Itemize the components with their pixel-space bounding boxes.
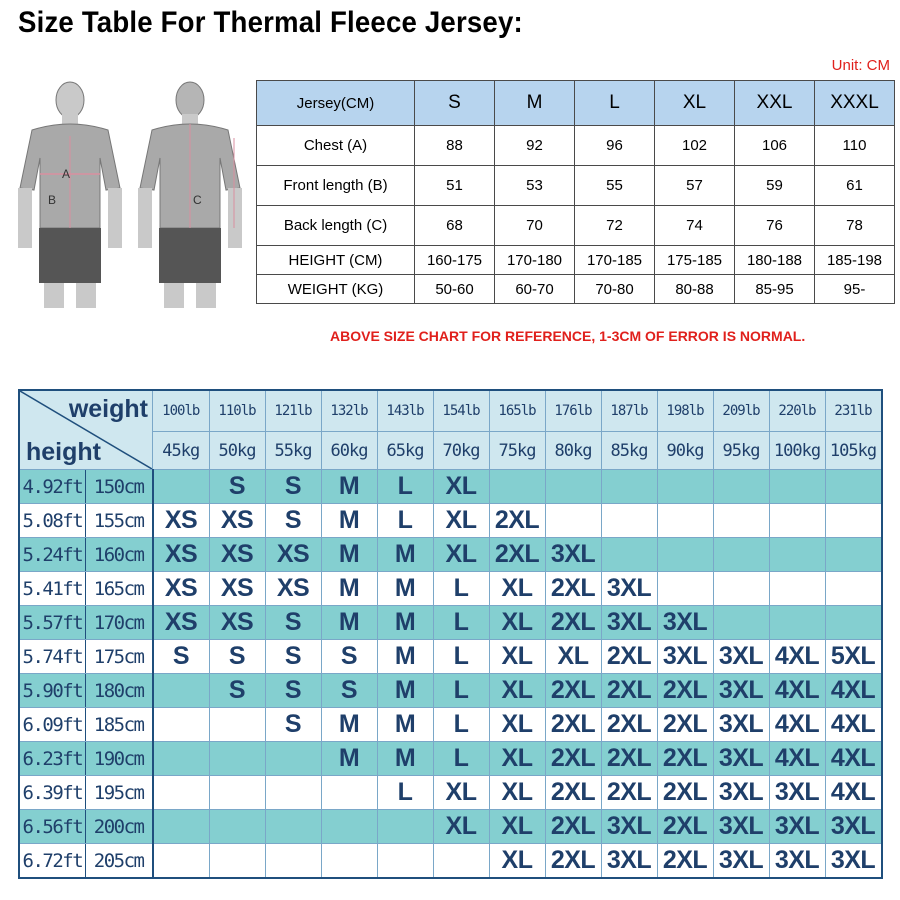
size-cell	[713, 504, 769, 538]
size-cell: 3XL	[601, 810, 657, 844]
size-cell: XS	[153, 538, 210, 572]
height-cm-cell: 155cm	[85, 504, 152, 538]
size-cell: XL	[489, 810, 545, 844]
size-cell: XL	[433, 470, 489, 504]
table-row	[257, 246, 895, 275]
size-cell: L	[433, 742, 489, 776]
size-cell	[713, 538, 769, 572]
weight-kg-cell: 45kg	[153, 432, 210, 470]
weight-lb-cell: 198lb	[657, 390, 713, 432]
size-cell: XL	[489, 844, 545, 879]
weight-kg-cell: 55kg	[265, 432, 321, 470]
size-cell: 2XL	[601, 776, 657, 810]
weight-lb-cell: 132lb	[321, 390, 377, 432]
unit-label: Unit: CM	[831, 57, 890, 74]
size-cell: 4XL	[769, 640, 825, 674]
size-cell: 3XL	[713, 674, 769, 708]
height-ft-cell: 5.57ft	[19, 606, 85, 640]
size-cell: M	[321, 572, 377, 606]
size-cell	[209, 742, 265, 776]
table-cell: 60-70	[495, 275, 575, 304]
size-cell	[601, 538, 657, 572]
size-cell: 2XL	[657, 810, 713, 844]
size-cell	[209, 776, 265, 810]
weight-kg-cell: 100kg	[769, 432, 825, 470]
size-cell	[545, 470, 601, 504]
size-cell: S	[265, 504, 321, 538]
size-cell: L	[433, 606, 489, 640]
size-cell: M	[377, 674, 433, 708]
size-cell	[209, 708, 265, 742]
size-cell	[769, 538, 825, 572]
size-cell	[769, 504, 825, 538]
size-cell: 3XL	[713, 708, 769, 742]
size-cell	[713, 606, 769, 640]
row-label: Front length (B)	[257, 166, 415, 206]
size-cell: 2XL	[545, 572, 601, 606]
size-cell	[825, 538, 882, 572]
grid-row	[19, 776, 882, 810]
weight-kg-cell: 105kg	[825, 432, 882, 470]
size-cell: S	[209, 640, 265, 674]
header-cell: M	[495, 81, 575, 126]
weight-axis-label: weight	[68, 395, 148, 423]
grid-row	[19, 470, 882, 504]
size-cell	[433, 844, 489, 879]
size-cell	[657, 504, 713, 538]
size-cell: 3XL	[601, 844, 657, 879]
height-cm-cell: 175cm	[85, 640, 152, 674]
height-ft-cell: 5.90ft	[19, 674, 85, 708]
grid-row	[19, 504, 882, 538]
size-cell: 2XL	[545, 674, 601, 708]
grid-row	[19, 640, 882, 674]
size-cell	[713, 572, 769, 606]
grid-row	[19, 708, 882, 742]
size-cell	[321, 844, 377, 879]
table-cell: 68	[415, 206, 495, 246]
size-cell: XL	[489, 606, 545, 640]
size-cell: S	[209, 674, 265, 708]
header-cell: XXL	[735, 81, 815, 126]
size-cell: S	[321, 674, 377, 708]
size-cell: XS	[265, 572, 321, 606]
table-cell: 76	[735, 206, 815, 246]
label-b: B	[48, 193, 57, 207]
size-cell	[153, 674, 210, 708]
size-cell	[153, 810, 210, 844]
height-axis-label: height	[26, 438, 101, 466]
size-cell: M	[321, 742, 377, 776]
height-cm-cell: 160cm	[85, 538, 152, 572]
weight-kg-cell: 95kg	[713, 432, 769, 470]
size-cell	[713, 470, 769, 504]
height-ft-cell: 6.39ft	[19, 776, 85, 810]
size-cell: M	[377, 708, 433, 742]
size-cell: M	[377, 606, 433, 640]
size-cell: 2XL	[545, 742, 601, 776]
size-cell: XL	[489, 572, 545, 606]
size-cell: M	[321, 504, 377, 538]
height-ft-cell: 6.09ft	[19, 708, 85, 742]
height-cm-cell: 150cm	[85, 470, 152, 504]
size-cell: 3XL	[657, 606, 713, 640]
grid-row	[19, 606, 882, 640]
size-cell	[825, 504, 882, 538]
size-cell: L	[377, 470, 433, 504]
size-cell: XS	[209, 504, 265, 538]
grid-row	[19, 674, 882, 708]
size-cell: 4XL	[825, 776, 882, 810]
weight-kg-cell: 80kg	[545, 432, 601, 470]
size-cell: S	[153, 640, 210, 674]
height-cm-cell: 165cm	[85, 572, 152, 606]
table-cell: 80-88	[655, 275, 735, 304]
size-cell: M	[377, 640, 433, 674]
size-cell: 3XL	[769, 844, 825, 879]
size-cell: S	[265, 674, 321, 708]
size-table	[256, 80, 895, 304]
table-cell: 59	[735, 166, 815, 206]
size-cell: S	[209, 470, 265, 504]
size-cell	[209, 844, 265, 879]
table-row	[257, 206, 895, 246]
size-cell: 4XL	[769, 674, 825, 708]
weight-kg-cell: 90kg	[657, 432, 713, 470]
size-cell: XS	[265, 538, 321, 572]
size-cell	[825, 572, 882, 606]
header-cell: XXXL	[815, 81, 895, 126]
size-cell: XL	[489, 674, 545, 708]
size-cell	[825, 606, 882, 640]
size-cell: XL	[489, 742, 545, 776]
size-cell	[545, 504, 601, 538]
size-cell: XS	[153, 572, 210, 606]
size-cell: XL	[433, 504, 489, 538]
size-cell	[601, 504, 657, 538]
size-cell	[657, 572, 713, 606]
size-cell: 3XL	[713, 844, 769, 879]
grid-row	[19, 538, 882, 572]
size-cell: S	[265, 708, 321, 742]
row-label: Chest (A)	[257, 126, 415, 166]
weight-lb-cell: 165lb	[489, 390, 545, 432]
size-cell: 4XL	[769, 708, 825, 742]
table-cell: 92	[495, 126, 575, 166]
size-cell	[265, 844, 321, 879]
height-cm-cell: 190cm	[85, 742, 152, 776]
size-cell: 3XL	[713, 640, 769, 674]
size-cell: 2XL	[545, 708, 601, 742]
size-cell: 2XL	[489, 504, 545, 538]
size-cell	[153, 776, 210, 810]
table-cell: 78	[815, 206, 895, 246]
table-cell: 95-	[815, 275, 895, 304]
height-cm-cell: 200cm	[85, 810, 152, 844]
size-cell: XL	[489, 640, 545, 674]
table-cell: 50-60	[415, 275, 495, 304]
size-table-header	[257, 81, 895, 126]
row-label: HEIGHT (CM)	[257, 246, 415, 275]
weight-kg-cell: 75kg	[489, 432, 545, 470]
table-cell: 170-180	[495, 246, 575, 275]
size-cell: 2XL	[545, 606, 601, 640]
size-cell: L	[377, 504, 433, 538]
reference-note: ABOVE SIZE CHART FOR REFERENCE, 1-3CM OF ERROR IS NORMAL.	[330, 328, 806, 344]
weight-lb-cell: 143lb	[377, 390, 433, 432]
row-label: Back length (C)	[257, 206, 415, 246]
front-body-illustration	[12, 78, 132, 308]
height-ft-cell: 6.23ft	[19, 742, 85, 776]
header-cell: Jersey(CM)	[257, 81, 415, 126]
table-cell: 85-95	[735, 275, 815, 304]
table-cell: 160-175	[415, 246, 495, 275]
size-cell: 3XL	[825, 810, 882, 844]
size-cell: S	[265, 640, 321, 674]
size-cell: 2XL	[601, 640, 657, 674]
size-cell: L	[433, 572, 489, 606]
size-cell: 2XL	[657, 742, 713, 776]
size-cell: 5XL	[825, 640, 882, 674]
weight-lb-cell: 110lb	[209, 390, 265, 432]
row-label: WEIGHT (KG)	[257, 275, 415, 304]
size-cell	[489, 470, 545, 504]
size-cell: L	[433, 674, 489, 708]
size-cell: XS	[209, 538, 265, 572]
size-cell: M	[377, 538, 433, 572]
table-cell: 57	[655, 166, 735, 206]
size-cell	[769, 572, 825, 606]
height-ft-cell: 6.72ft	[19, 844, 85, 879]
size-cell: 2XL	[545, 776, 601, 810]
size-cell: 2XL	[601, 674, 657, 708]
weight-lb-cell: 121lb	[265, 390, 321, 432]
table-cell: 74	[655, 206, 735, 246]
size-cell: XL	[433, 810, 489, 844]
table-cell: 70	[495, 206, 575, 246]
size-cell	[209, 810, 265, 844]
table-row	[257, 166, 895, 206]
grid-row	[19, 742, 882, 776]
size-cell: XS	[209, 572, 265, 606]
size-cell: 2XL	[545, 810, 601, 844]
weight-lb-cell: 100lb	[153, 390, 210, 432]
size-cell: XL	[433, 776, 489, 810]
table-cell: 180-188	[735, 246, 815, 275]
weight-lb-cell: 176lb	[545, 390, 601, 432]
size-cell: 2XL	[489, 538, 545, 572]
size-cell: 3XL	[601, 606, 657, 640]
size-cell: S	[265, 470, 321, 504]
size-cell	[657, 470, 713, 504]
height-ft-cell: 5.74ft	[19, 640, 85, 674]
size-cell: XL	[545, 640, 601, 674]
grid-row	[19, 810, 882, 844]
table-cell: 51	[415, 166, 495, 206]
back-body-illustration	[138, 78, 248, 308]
table-cell: 72	[575, 206, 655, 246]
height-cm-cell: 195cm	[85, 776, 152, 810]
size-cell	[657, 538, 713, 572]
table-cell: 102	[655, 126, 735, 166]
size-cell: 2XL	[545, 844, 601, 879]
weight-kg-cell: 50kg	[209, 432, 265, 470]
height-ft-cell: 5.41ft	[19, 572, 85, 606]
height-ft-cell: 4.92ft	[19, 470, 85, 504]
size-cell	[321, 810, 377, 844]
size-cell: 2XL	[657, 674, 713, 708]
header-cell: S	[415, 81, 495, 126]
size-cell: L	[377, 776, 433, 810]
size-cell: XL	[433, 538, 489, 572]
weight-height-grid	[18, 389, 883, 879]
size-cell: XS	[153, 504, 210, 538]
table-cell: 170-185	[575, 246, 655, 275]
height-ft-cell: 5.24ft	[19, 538, 85, 572]
size-cell	[153, 708, 210, 742]
table-cell: 55	[575, 166, 655, 206]
size-cell: XL	[489, 776, 545, 810]
table-cell: 185-198	[815, 246, 895, 275]
size-cell: 3XL	[713, 742, 769, 776]
size-cell	[265, 810, 321, 844]
size-cell: 3XL	[769, 776, 825, 810]
table-cell: 175-185	[655, 246, 735, 275]
table-cell: 53	[495, 166, 575, 206]
size-cell: 2XL	[657, 844, 713, 879]
size-cell	[377, 810, 433, 844]
label-c: C	[193, 193, 202, 207]
grid-row	[19, 572, 882, 606]
size-cell	[153, 470, 210, 504]
size-cell: 2XL	[601, 708, 657, 742]
size-cell: L	[433, 640, 489, 674]
size-cell: M	[321, 470, 377, 504]
size-cell	[377, 844, 433, 879]
size-cell: XS	[209, 606, 265, 640]
weight-kg-cell: 60kg	[321, 432, 377, 470]
size-cell: 3XL	[825, 844, 882, 879]
table-cell: 96	[575, 126, 655, 166]
grid-row	[19, 844, 882, 879]
size-cell	[769, 470, 825, 504]
weight-lb-cell: 154lb	[433, 390, 489, 432]
table-row	[257, 126, 895, 166]
size-cell	[601, 470, 657, 504]
header-cell: L	[575, 81, 655, 126]
size-cell: 3XL	[601, 572, 657, 606]
size-cell: 4XL	[825, 742, 882, 776]
size-cell: 4XL	[769, 742, 825, 776]
size-cell	[769, 606, 825, 640]
size-cell: 3XL	[769, 810, 825, 844]
size-cell: 2XL	[657, 708, 713, 742]
size-cell: S	[265, 606, 321, 640]
table-cell: 106	[735, 126, 815, 166]
size-cell: 3XL	[713, 810, 769, 844]
weight-lb-cell: 231lb	[825, 390, 882, 432]
weight-lb-cell: 209lb	[713, 390, 769, 432]
size-cell: M	[377, 742, 433, 776]
size-cell: 3XL	[545, 538, 601, 572]
size-cell	[265, 742, 321, 776]
height-cm-cell: 170cm	[85, 606, 152, 640]
size-cell: 2XL	[657, 776, 713, 810]
height-ft-cell: 6.56ft	[19, 810, 85, 844]
weight-kg-cell: 65kg	[377, 432, 433, 470]
size-cell	[265, 776, 321, 810]
size-cell: 3XL	[713, 776, 769, 810]
size-cell: L	[433, 708, 489, 742]
size-cell	[153, 742, 210, 776]
table-cell: 88	[415, 126, 495, 166]
weight-kg-cell: 85kg	[601, 432, 657, 470]
size-cell	[825, 470, 882, 504]
weight-lb-cell: 220lb	[769, 390, 825, 432]
table-cell: 61	[815, 166, 895, 206]
weight-lb-row	[19, 390, 882, 432]
grid-corner	[19, 390, 153, 470]
height-cm-cell: 185cm	[85, 708, 152, 742]
header-cell: XL	[655, 81, 735, 126]
size-cell	[321, 776, 377, 810]
table-cell: 110	[815, 126, 895, 166]
table-row	[257, 275, 895, 304]
size-cell: M	[321, 708, 377, 742]
size-cell: M	[321, 606, 377, 640]
page-title: Size Table For Thermal Fleece Jersey:	[18, 6, 523, 39]
weight-lb-cell: 187lb	[601, 390, 657, 432]
table-cell: 70-80	[575, 275, 655, 304]
height-cm-cell: 205cm	[85, 844, 152, 879]
size-cell: XL	[489, 708, 545, 742]
size-cell: M	[377, 572, 433, 606]
height-cm-cell: 180cm	[85, 674, 152, 708]
weight-kg-cell: 70kg	[433, 432, 489, 470]
size-cell: 4XL	[825, 674, 882, 708]
size-cell: 3XL	[657, 640, 713, 674]
height-ft-cell: 5.08ft	[19, 504, 85, 538]
size-cell: M	[321, 538, 377, 572]
size-cell: S	[321, 640, 377, 674]
label-a: A	[62, 167, 71, 181]
size-cell: 2XL	[601, 742, 657, 776]
size-cell: 4XL	[825, 708, 882, 742]
size-cell: XS	[153, 606, 210, 640]
size-cell	[153, 844, 210, 879]
